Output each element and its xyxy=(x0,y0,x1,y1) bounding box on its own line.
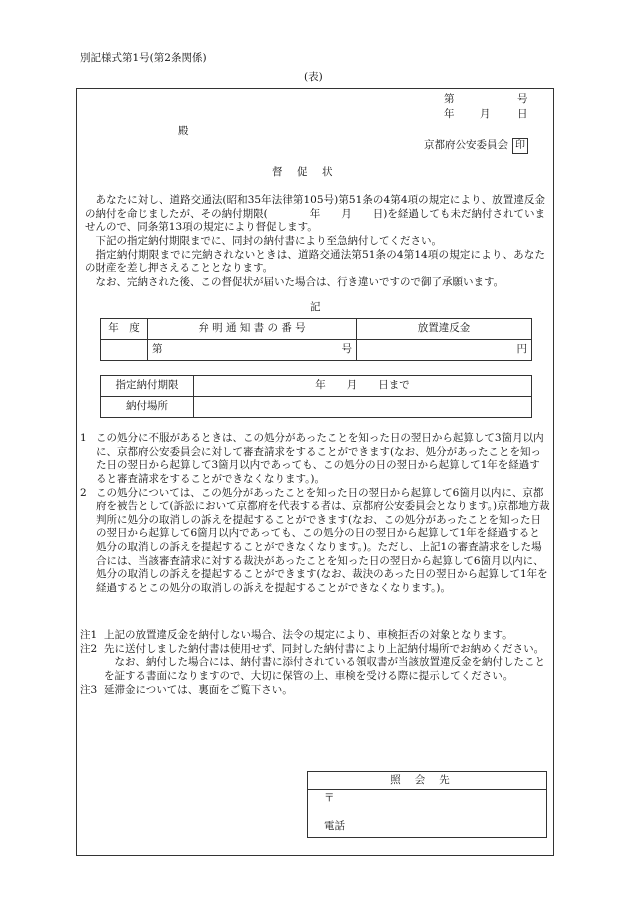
header-notice-number: 弁 明 通 知 書 の 番 号 xyxy=(148,319,357,340)
appeal-notices xyxy=(80,432,550,596)
cell-fine-unit: 円 xyxy=(357,340,532,361)
seal-stamp: 印 xyxy=(512,138,528,154)
annotation-1-text: 上記の放置違反金を納付しない場合、法令の規定により、車検拒否の対象となります。 xyxy=(104,629,513,641)
number-prefix: 第 xyxy=(444,93,455,105)
payment-table xyxy=(100,375,532,418)
annotation-2 xyxy=(80,643,550,657)
date-year: 年 xyxy=(444,108,455,120)
label-deadline: 指定納付期限 xyxy=(101,376,194,397)
notice-2 xyxy=(80,487,550,596)
body-paragraph-1: あなたに対し、道路交通法(昭和35年法律第105号)第51条の4第4項の規定により、放置違反金の納付を命じましたが、その納付期限( 年 月 日)を経過しても未だ納付されていませんので、同条第13項の規定により督促します。 xyxy=(85,194,545,234)
notice-1 xyxy=(80,432,550,487)
annotation-1-label: 注1 xyxy=(80,629,98,641)
cell-number-prefix: 第 xyxy=(148,340,309,361)
form-label: 別記様式第1号(第2条関係) xyxy=(80,52,207,64)
addressee-suffix: 殿 xyxy=(178,125,189,137)
value-payment-place xyxy=(194,397,532,418)
body-text xyxy=(85,194,545,289)
annotation-3 xyxy=(80,684,550,698)
annotation-2-label: 注2 xyxy=(80,642,98,655)
phone-label: 電話 xyxy=(324,820,345,832)
notice-table xyxy=(100,318,532,361)
body-paragraph-2: 下記の指定納付期限までに、同封の納付書により至急納付してください。 xyxy=(95,234,442,247)
annotation-2-sub: なお、納付した場合には、納付書に添付されている領収書が当該放置違反金を納付したことを証する書面になりますので、大切に保管の上、車検を受ける際に提示してください。 xyxy=(104,656,545,682)
value-deadline: 年 月 日まで xyxy=(194,376,532,397)
label-payment-place: 納付場所 xyxy=(101,397,194,418)
notice-1-text: この処分に不服があるときは、この処分があったことを知った日の翌日から起算して3箇月以内に、京都府公安委員会に対して審査請求をすることができます(なお、処分があったことを知った日の翌日から起算して3箇月以内であっても、この処分の日の翌日から起算して1年を経過すると審査請求をすることができなくなります。)。 xyxy=(96,432,544,485)
annotation-3-label: 注3 xyxy=(80,683,98,696)
annotation-3-text: 延滞金については、裏面をご覧下さい。 xyxy=(104,683,293,696)
issuer-name: 京都府公安委員会 xyxy=(424,139,508,151)
inquiry-header: 照会先 xyxy=(308,772,546,790)
cell-year xyxy=(101,340,148,361)
notice-2-number: 2 xyxy=(80,486,87,499)
document-title: 督 促 状 xyxy=(272,166,335,178)
postal-mark: 〒 xyxy=(324,792,335,804)
annotation-1 xyxy=(80,629,550,643)
cell-number-suffix: 号 xyxy=(308,340,357,361)
notice-1-number: 1 xyxy=(80,432,87,444)
side-label: (表) xyxy=(304,71,323,83)
ki-label: 記 xyxy=(310,301,321,313)
inquiry-box xyxy=(307,771,547,838)
issuer xyxy=(424,138,528,154)
number-suffix: 号 xyxy=(517,93,528,105)
header-fine: 放置違反金 xyxy=(357,319,532,340)
date-day: 日 xyxy=(517,108,528,120)
date-month: 月 xyxy=(480,108,491,120)
body-paragraph-3: 指定納付期限までに完納されないときは、道路交通法第51条の4第14項の規定により、あなたの財産を差し押さえることとなります。 xyxy=(85,248,545,275)
annotations xyxy=(80,629,550,697)
notice-2-text: この処分については、この処分があったことを知った日の翌日から起算して6箇月以内に、京都府を被告として(訴訟において京都府を代表する者は、京都府公安委員会となります。)京都地方裁判所に処分の取消しの訴えを提起することができます(なお、この処分があったことを知った日の翌日から起算して6箇月以内であっても、この処分の日の翌日から起算して1年を経過すると処分の取消しの訴えを提起することができなくなります。)。ただし、上記1の審査請求をした場合には、当該審査請求に対する裁決があったことを知った日の翌日から起算して6箇月以内に、処分の取消しの訴えを提起することができます(なお、裁決のあった日の翌日から起算して1年を経過するとこの処分の取消しの訴えを提起することができなくなります。)。 xyxy=(96,486,550,595)
header-year: 年 度 xyxy=(101,319,148,340)
body-paragraph-4: なお、完納された後、この督促状が届いた場合は、行き違いですので御了承願います。 xyxy=(95,275,505,288)
annotation-2-text: 先に送付しました納付書は使用せず、同封した納付書により上記納付場所でお納めください。 xyxy=(104,642,545,655)
